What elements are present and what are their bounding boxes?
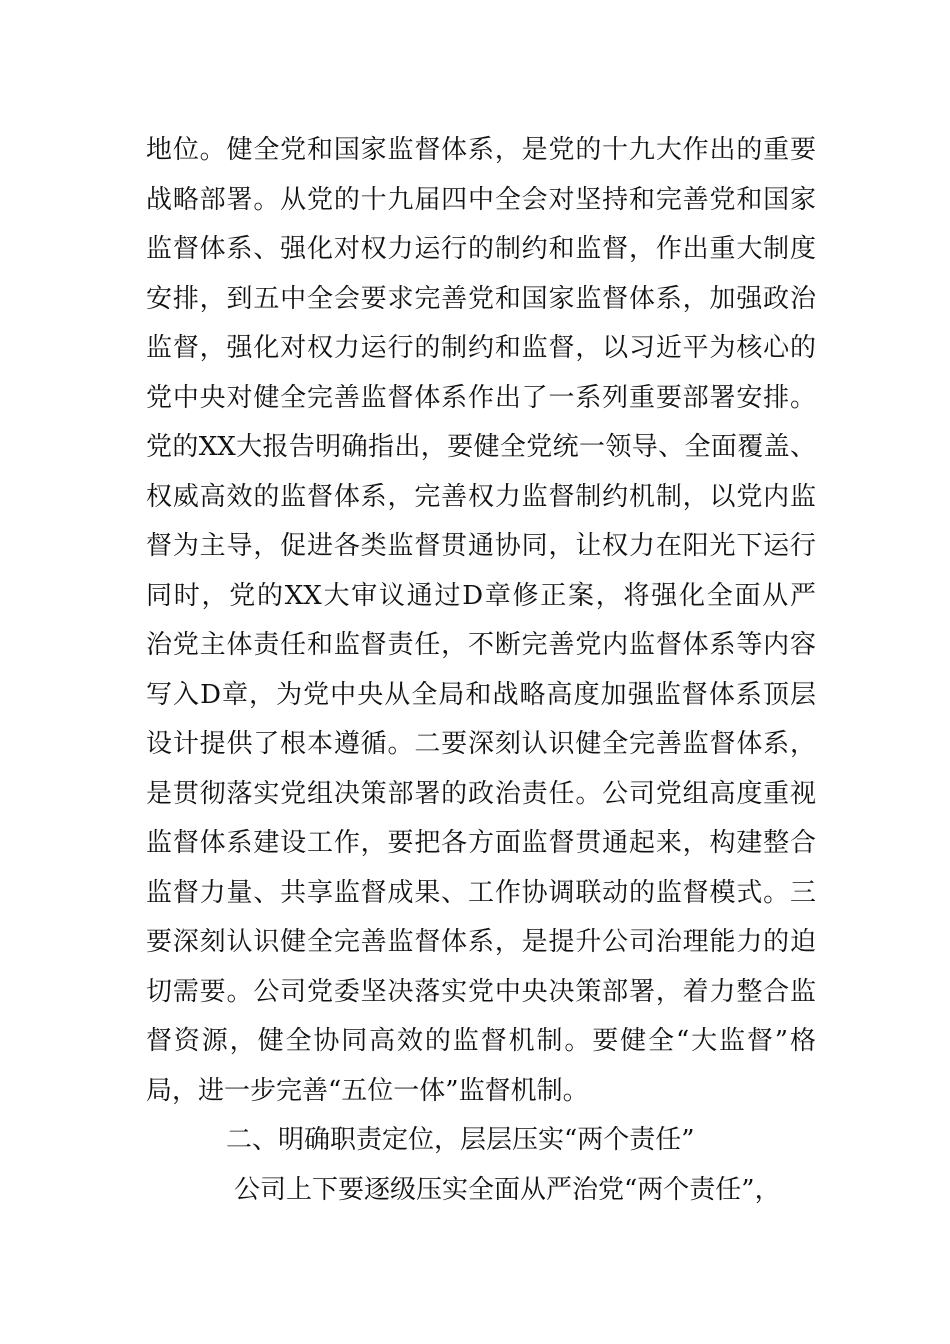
paragraph-start-line: 公司上下要逐级压实全面从严治党“两个责任”，	[234, 1174, 781, 1205]
text-line: 切需要。公司党委坚决落实党中央决策部署，着力整合监	[146, 976, 816, 1007]
text-line: 督为主导，促进各类监督贯通协同，让权力在阳光下运行	[146, 531, 816, 561]
text-line: 党的XX大报告明确指出，要健全党统一领导、全面覆盖、	[146, 432, 816, 462]
text-line: 监督力量、共享监督成果、工作协调联动的监督模式。三	[146, 877, 816, 908]
text-line: 设计提供了根本遵循。二要深刻认识健全完善监督体系，	[146, 729, 816, 759]
text-line: 治党主体责任和监督责任，不断完善党内监督体系等内容	[146, 630, 816, 660]
text-line: 监督，强化对权力运行的制约和监督，以习近平为核心的	[146, 333, 816, 363]
text-line: 监督体系建设工作，要把各方面监督贯通起来，构建整合	[146, 828, 816, 858]
text-line: 地位。健全党和国家监督体系，是党的十九大作出的重要	[146, 135, 816, 165]
section-heading: 二、明确职责定位，层层压实“两个责任”	[226, 1125, 695, 1155]
text-line: 要深刻认识健全完善监督体系，是提升公司治理能力的迫	[146, 927, 816, 957]
text-line: 同时，党的XX大审议通过D章修正案，将强化全面从严	[146, 580, 816, 611]
body-text	[146, 126, 816, 1215]
text-line: 党中央对健全完善监督体系作出了一系列重要部署安排。	[146, 382, 816, 413]
text-line: 是贯彻落实党组决策部署的政治责任。公司党组高度重视	[146, 778, 816, 809]
text-line: 权威高效的监督体系，完善权力监督制约机制，以党内监	[146, 481, 816, 512]
text-line: 督资源，健全协同高效的监督机制。要健全“大监督”格	[146, 1026, 816, 1056]
text-line: 监督体系、强化对权力运行的制约和监督，作出重大制度	[146, 234, 816, 264]
text-line-paragraph-end: 局，进一步完善“五位一体”监督机制。	[146, 1075, 589, 1106]
text-line: 写入D章，为党中央从全局和战略高度加强监督体系顶层	[146, 679, 816, 710]
text-line: 战略部署。从党的十九届四中全会对坚持和完善党和国家	[146, 184, 816, 215]
text-line: 安排，到五中全会要求完善党和国家监督体系，加强政治	[146, 283, 816, 314]
